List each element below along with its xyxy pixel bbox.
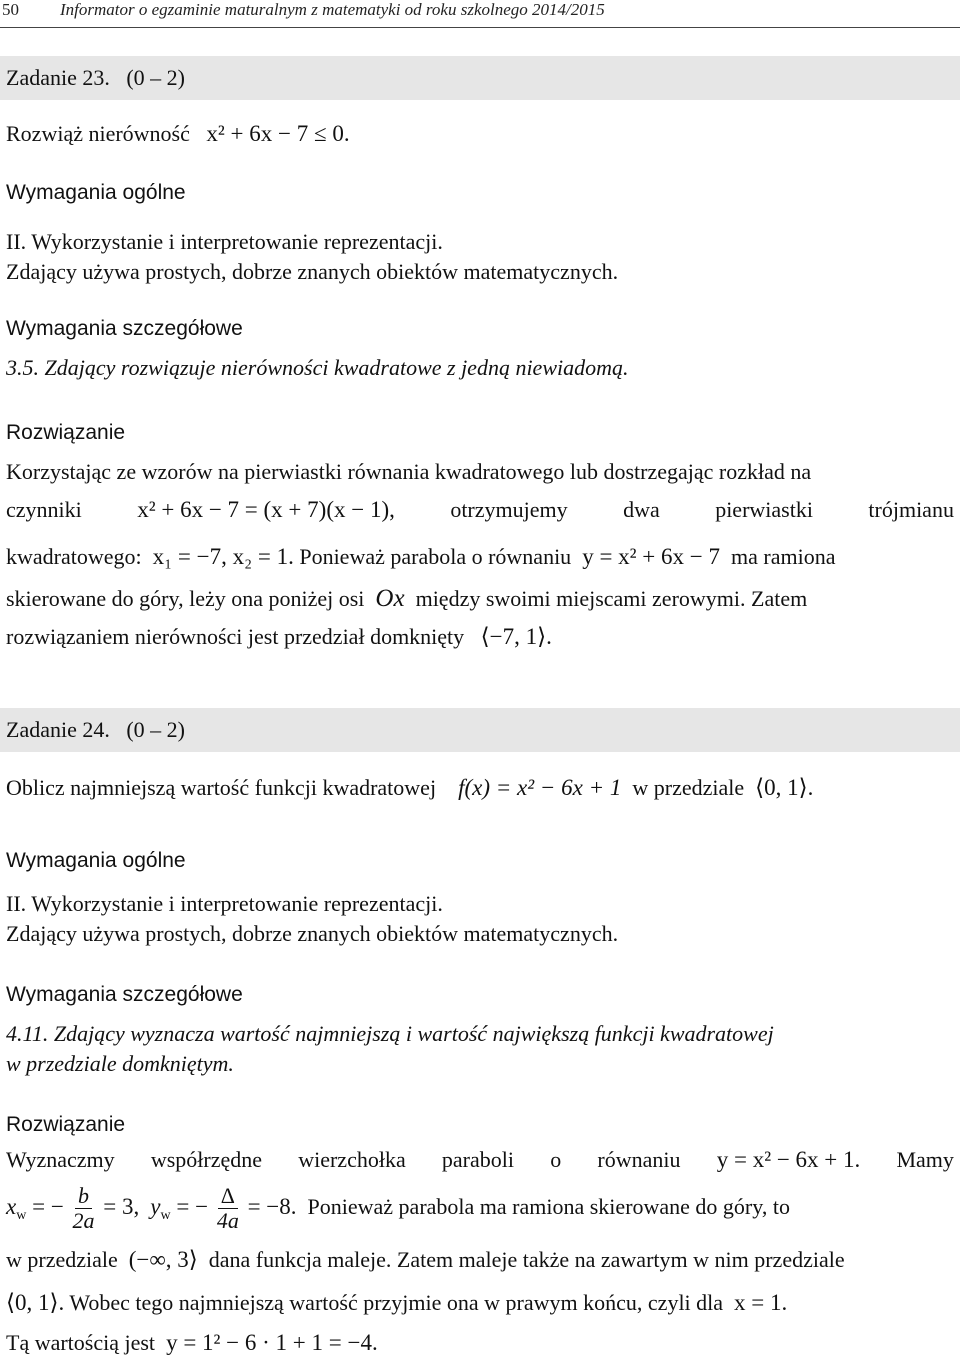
task24-general-req-line1: II. Wykorzystanie i interpretowanie reprezentacji. bbox=[6, 891, 443, 916]
parabola-equation-2: y = x² − 6x + 1. bbox=[716, 1147, 861, 1172]
task23-sol-line2: czynniki x² + 6x − 7 = (x + 7)(x − 1), otrzymujemy dwa pierwiastki trójmianu bbox=[6, 497, 954, 522]
task23-prompt: Rozwiąż nierówność x² + 6x − 7 ≤ 0. bbox=[6, 121, 350, 146]
domain-interval: ⟨0, 1⟩. bbox=[755, 775, 814, 800]
task23-sol-line4: skierowane do góry, leży ona poniżej osi Ox między swoimi miejscami zerowymi. Zatem bbox=[6, 585, 808, 612]
task23-sol-line3: kwadratowego: x₁ = −7, x₂ = 1. Ponieważ parabola o równaniu y = x² + 6x − 7 ma ramiona bbox=[6, 544, 836, 569]
task23-heading: Zadanie 23. (0 – 2) bbox=[6, 65, 186, 90]
task24-sol-line3: w przedziale (−∞, 3⟩ dana funkcja maleje. Zatem maleje także na zawartym w nim przedziale bbox=[6, 1247, 845, 1272]
minimum-value: y = 1² − 6 · 1 + 1 = −4. bbox=[166, 1330, 378, 1355]
vertex-y: $y_w$ = − $\frac{\Delta}{4a}$ = −8. bbox=[150, 1183, 297, 1234]
roots: x₁ = −7, x₂ = 1. bbox=[152, 544, 294, 569]
task23-detailed-req-line1: 3.5. Zdający rozwiązuje nierówności kwadratowe z jedną niewiadomą. bbox=[6, 355, 629, 380]
task23-solution-title: Rozwiązanie bbox=[6, 421, 126, 444]
header-rule bbox=[0, 27, 960, 28]
task24-prompt: Oblicz najmniejszą wartość funkcji kwadratowej f(x) = x² − 6x + 1 w przedziale ⟨0, 1⟩. bbox=[6, 775, 814, 800]
task24-sol-line2: $x_w$ = − $\frac{b}{2a}$ = 3, $y_w$ = − $\frac{\Delta}{4a}$ = −8. Ponieważ parabola ma ramiona skierowane do góry, to bbox=[6, 1183, 790, 1234]
axis-ox: Ox bbox=[375, 585, 405, 612]
task24-sol-line4: ⟨0, 1⟩. Wobec tego najmniejszą wartość przyjmie ona w prawym końcu, czyli dla x = 1. bbox=[6, 1290, 788, 1315]
task23-general-req-title: Wymagania ogólne bbox=[6, 181, 186, 204]
task24-detailed-req-line1: 4.11. Zdający wyznacza wartość najmniejszą i wartość największą funkcji kwadratowej bbox=[6, 1021, 774, 1046]
vertex-y-fraction: $\frac{\Delta}{4a}$ bbox=[216, 1183, 239, 1234]
task24-heading-bar bbox=[0, 708, 960, 752]
task24-general-req-title: Wymagania ogólne bbox=[6, 849, 186, 872]
task24-sol-line5: Tą wartością jest y = 1² − 6 · 1 + 1 = −4. bbox=[6, 1330, 378, 1355]
solution-interval: ⟨−7, 1⟩. bbox=[480, 624, 552, 649]
task24-solution-title: Rozwiązanie bbox=[6, 1113, 126, 1136]
vertex-x-fraction: $\frac{b}{2a}$ bbox=[72, 1183, 95, 1234]
task24-detailed-req-title: Wymagania szczegółowe bbox=[6, 983, 243, 1006]
x-equals-one: x = 1. bbox=[734, 1290, 788, 1315]
task24-sol-line1: Wyznaczmy współrzędne wierzchołka paraboli o równaniu y = x² − 6x + 1. Mamy bbox=[6, 1147, 954, 1172]
task24-detailed-req-line2: w przedziale domkniętym. bbox=[6, 1051, 234, 1076]
task23-inequality: x² + 6x − 7 ≤ 0. bbox=[206, 121, 350, 146]
task23-general-req-line2: Zdający używa prostych, dobrze znanych obiektów matematycznych. bbox=[6, 259, 619, 284]
task24-heading: Zadanie 24. (0 – 2) bbox=[6, 717, 186, 742]
task23-sol-line5: rozwiązaniem nierówności jest przedział domknięty ⟨−7, 1⟩. bbox=[6, 624, 552, 649]
task23-detailed-req-title: Wymagania szczegółowe bbox=[6, 317, 243, 340]
page-header bbox=[0, 0, 960, 22]
task23-sol-line1: Korzystając ze wzorów na pierwiastki równania kwadratowego lub dostrzegając rozkład na bbox=[6, 459, 812, 484]
parabola-equation: y = x² + 6x − 7 bbox=[582, 544, 720, 569]
decreasing-interval: (−∞, 3⟩ bbox=[128, 1247, 198, 1272]
task23-heading-bar bbox=[0, 56, 960, 100]
header-title: Informator o egzaminie maturalnym z matematyki od roku szkolnego 2014/2015 bbox=[60, 0, 605, 19]
factorization: x² + 6x − 7 = (x + 7)(x − 1), bbox=[137, 497, 395, 522]
task23-general-req-line1: II. Wykorzystanie i interpretowanie reprezentacji. bbox=[6, 229, 443, 254]
task24-general-req-line2: Zdający używa prostych, dobrze znanych obiektów matematycznych. bbox=[6, 921, 619, 946]
vertex-x: $x_w$ = − $\frac{b}{2a}$ = 3, bbox=[6, 1183, 140, 1234]
page-number: 50 bbox=[2, 0, 19, 19]
closed-interval: ⟨0, 1⟩. bbox=[6, 1290, 65, 1315]
function-definition: f(x) = x² − 6x + 1 bbox=[458, 775, 622, 800]
